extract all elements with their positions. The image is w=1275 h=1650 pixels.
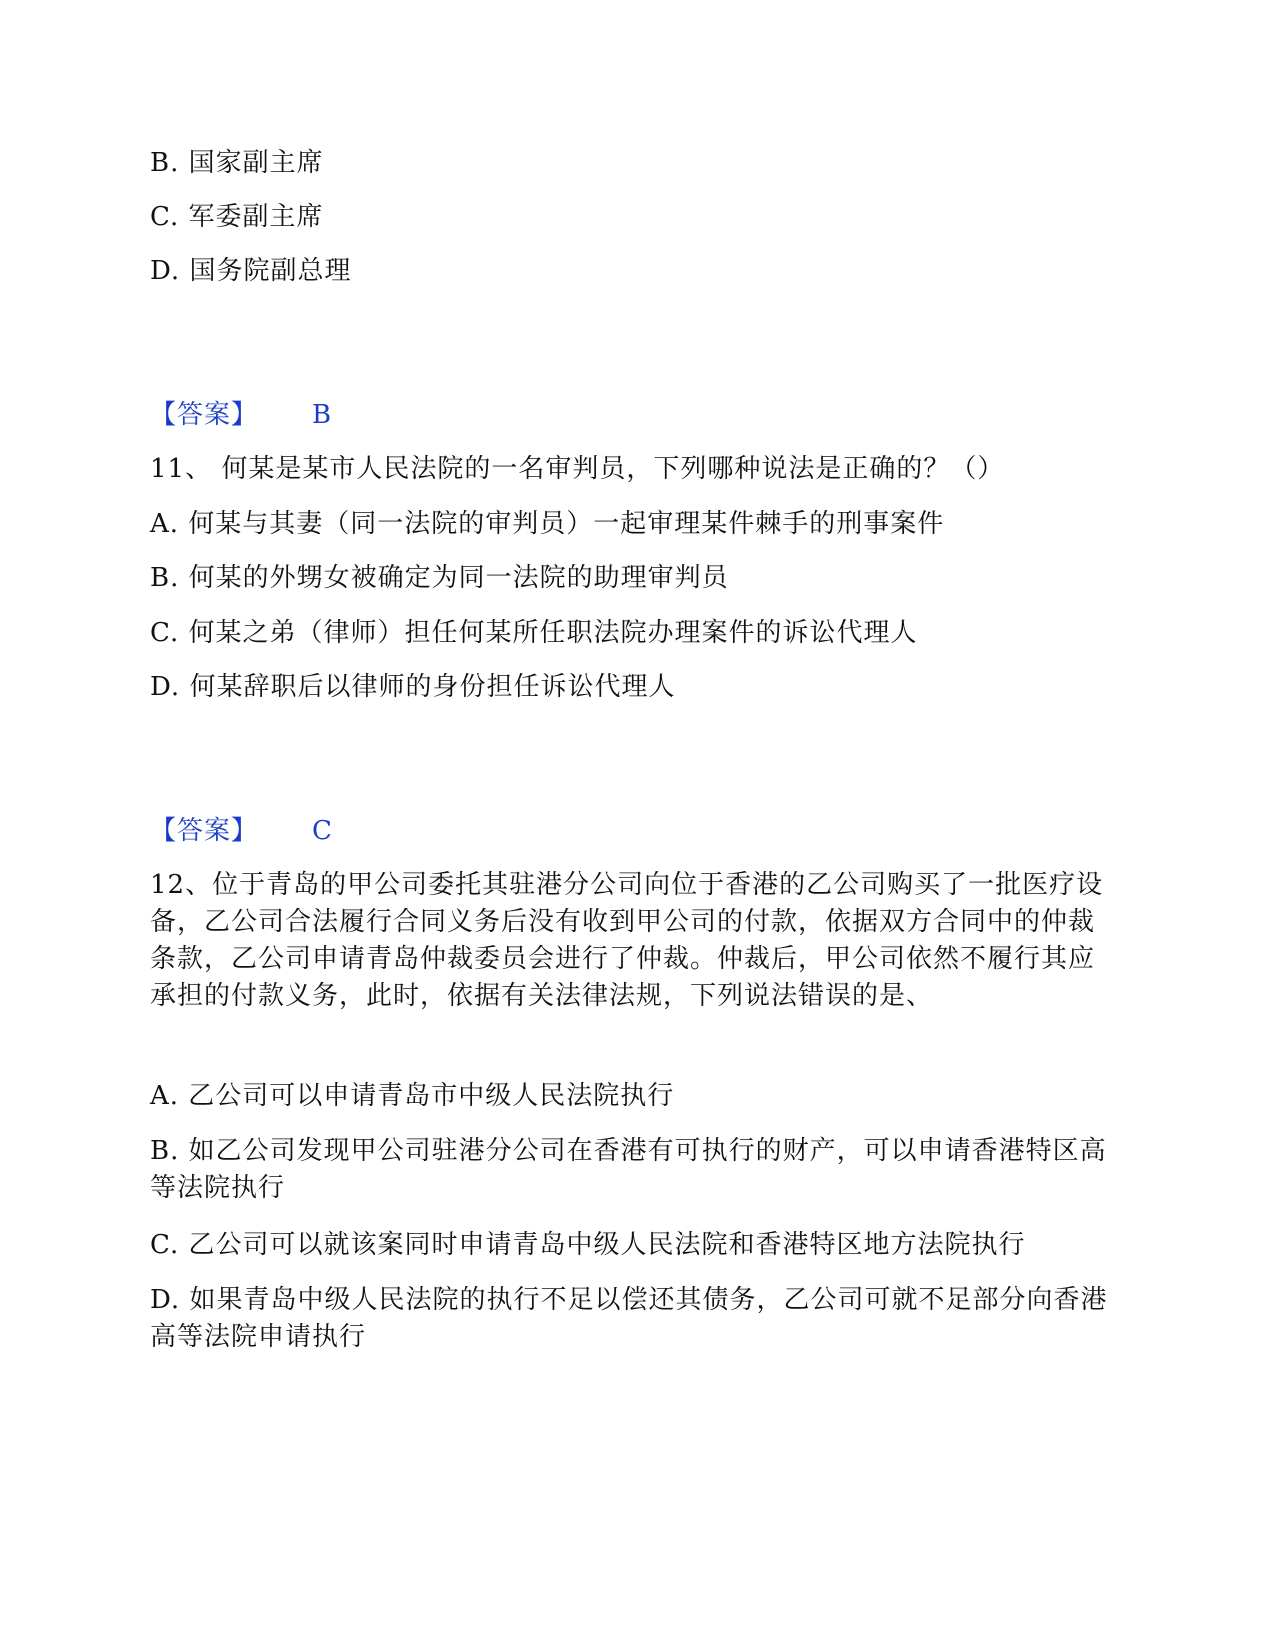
q10-answer-value: B [312, 400, 333, 430]
q11-answer-label: 【答案】 [150, 816, 259, 846]
q11-option-d: D. 何某辞职后以律师的身份担任诉讼代理人 [150, 672, 676, 702]
q10-answer-label: 【答案】 [150, 400, 259, 430]
q12-option-c: C. 乙公司可以就该案同时申请青岛中级人民法院和香港特区地方法院执行 [150, 1230, 1026, 1260]
q11-stem: 11、 何某是某市人民法院的一名审判员，下列哪种说法是正确的？（） [150, 454, 1005, 484]
q11-answer [150, 813, 333, 849]
q11-option-c: C. 何某之弟（律师）担任何某所任职法院办理案件的诉讼代理人 [150, 618, 918, 648]
q11-option-a: A. 何某与其妻（同一法院的审判员）一起审理某件棘手的刑事案件 [150, 509, 945, 539]
q12-option-a: A. 乙公司可以申请青岛市中级人民法院执行 [150, 1081, 675, 1111]
q11-answer-value: C [312, 816, 333, 846]
q10-option-d: D. 国务院副总理 [150, 256, 352, 286]
q12-stem: 12、位于青岛的甲公司委托其驻港分公司向位于香港的乙公司购买了一批医疗设备，乙公司合法履行合同义务后没有收到甲公司的付款，依据双方合同中的仲裁条款，乙公司申请青岛仲裁委员会进行了仲裁。仲裁后，甲公司依然不履行其应承担的付款义务，此时，依据有关法律法规，下列说法错误的是、 [150, 870, 1104, 1011]
q10-answer [150, 397, 332, 433]
q12-option-b: B. 如乙公司发现甲公司驻港分公司在香港有可执行的财产，可以申请香港特区高等法院执行 [150, 1136, 1107, 1203]
q10-option-c: C. 军委副主席 [150, 202, 324, 232]
q12-option-d: D. 如果青岛中级人民法院的执行不足以偿还其债务，乙公司可就不足部分向香港高等法院申请执行 [150, 1285, 1108, 1352]
q10-option-b: B. 国家副主席 [150, 148, 324, 178]
q11-option-b: B. 何某的外甥女被确定为同一法院的助理审判员 [150, 563, 729, 593]
